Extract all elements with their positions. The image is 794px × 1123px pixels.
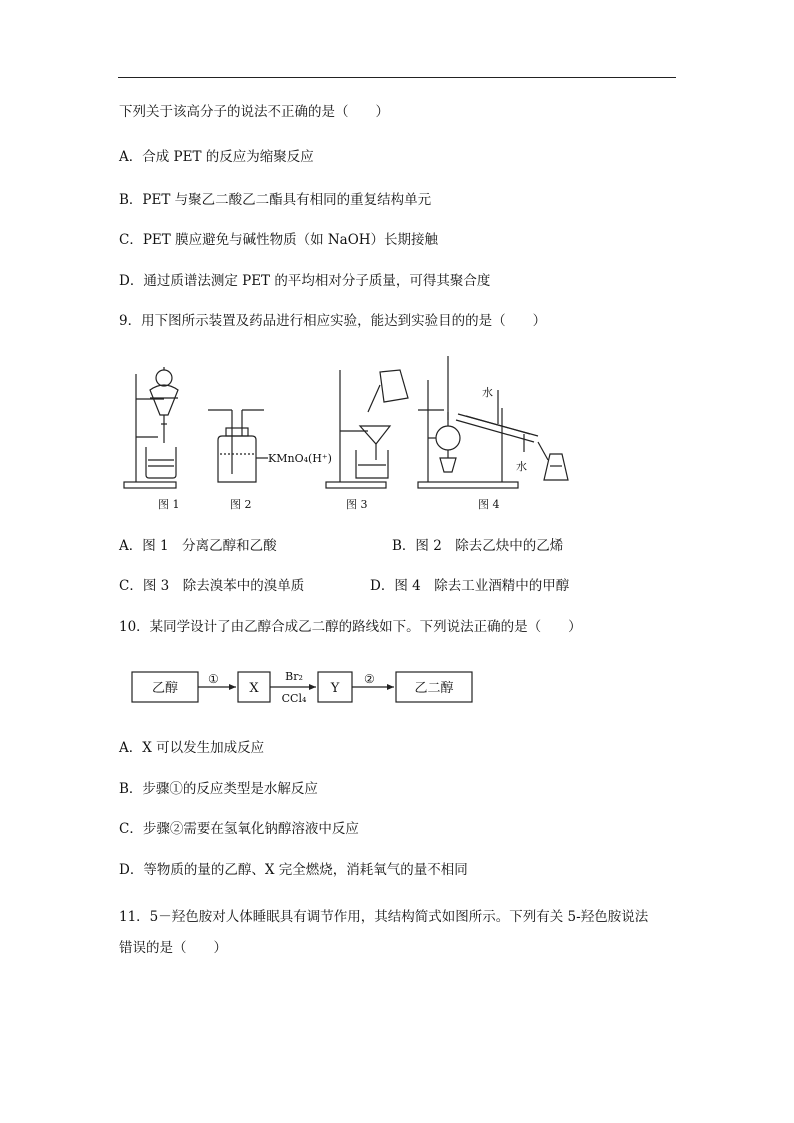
q9-option-a: A．图 1 分离乙醇和乙酸	[119, 538, 277, 554]
q10-option-a: A．X 可以发生加成反应	[119, 740, 265, 756]
fig3-caption: 图 3	[346, 498, 368, 511]
q8-option-b: B．PET 与聚乙二酸乙二酯具有相同的重复结构单元	[119, 192, 432, 208]
fig2-caption: 图 2	[230, 498, 252, 511]
flow-x-label: X	[249, 681, 259, 696]
q10-option-b: B．步骤①的反应类型是水解反应	[119, 781, 318, 797]
q10-stem: 10．某同学设计了由乙醇合成乙二醇的路线如下。下列说法正确的是（ ）	[119, 619, 582, 635]
flow-step2-label: ②	[364, 672, 375, 686]
flow-reagent-bottom: CCl₄	[281, 692, 307, 705]
fig3-filtration	[326, 370, 408, 488]
fig4-caption: 图 4	[478, 498, 500, 511]
q11-stem-line1: 11．5－羟色胺对人体睡眠具有调节作用，其结构简式如图所示。下列有关 5-羟色胺说法	[119, 909, 649, 925]
q10-option-d: D．等物质的量的乙醇、X 完全燃烧，消耗氧气的量不相同	[119, 862, 468, 878]
fig1-caption: 图 1	[158, 498, 180, 511]
lab-apparatus-figure	[118, 350, 578, 520]
q9-option-d: D．图 4 除去工业酒精中的甲醇	[370, 578, 570, 594]
q11-stem-line2: 错误的是（ ）	[119, 940, 227, 956]
flow-end-label: 乙二醇	[414, 681, 454, 696]
q10-option-c: C．步骤②需要在氢氧化钠醇溶液中反应	[119, 821, 359, 837]
q8-option-d: D．通过质谱法测定 PET 的平均相对分子质量，可得其聚合度	[119, 273, 491, 289]
fig2-wash-bottle	[208, 410, 268, 482]
fig4-distillation	[418, 356, 568, 488]
q9-option-b: B．图 2 除去乙炔中的乙烯	[392, 538, 564, 554]
fig2-reagent-label: KMnO₄(H⁺)	[268, 452, 332, 465]
flow-start-label: 乙醇	[151, 681, 179, 696]
q8-stem: 下列关于该高分子的说法不正确的是（ ）	[119, 104, 389, 120]
q9-option-c: C．图 3 除去溴苯中的溴单质	[119, 578, 305, 594]
header-rule	[118, 77, 676, 78]
synthesis-route-diagram	[128, 664, 478, 712]
fig4-water-out-label: 水	[516, 460, 527, 473]
flow-step1-label: ①	[208, 672, 219, 686]
q8-option-c: C．PET 膜应避免与碱性物质（如 NaOH）长期接触	[119, 232, 439, 248]
fig4-water-in-label: 水	[482, 386, 493, 399]
q9-stem: 9．用下图所示装置及药品进行相应实验，能达到实验目的的是（ ）	[119, 313, 547, 329]
q8-option-a: A．合成 PET 的反应为缩聚反应	[119, 149, 314, 165]
flow-reagent-top: Br₂	[285, 670, 303, 683]
fig1-separatory-funnel	[124, 367, 178, 488]
flow-y-label: Y	[330, 681, 340, 696]
